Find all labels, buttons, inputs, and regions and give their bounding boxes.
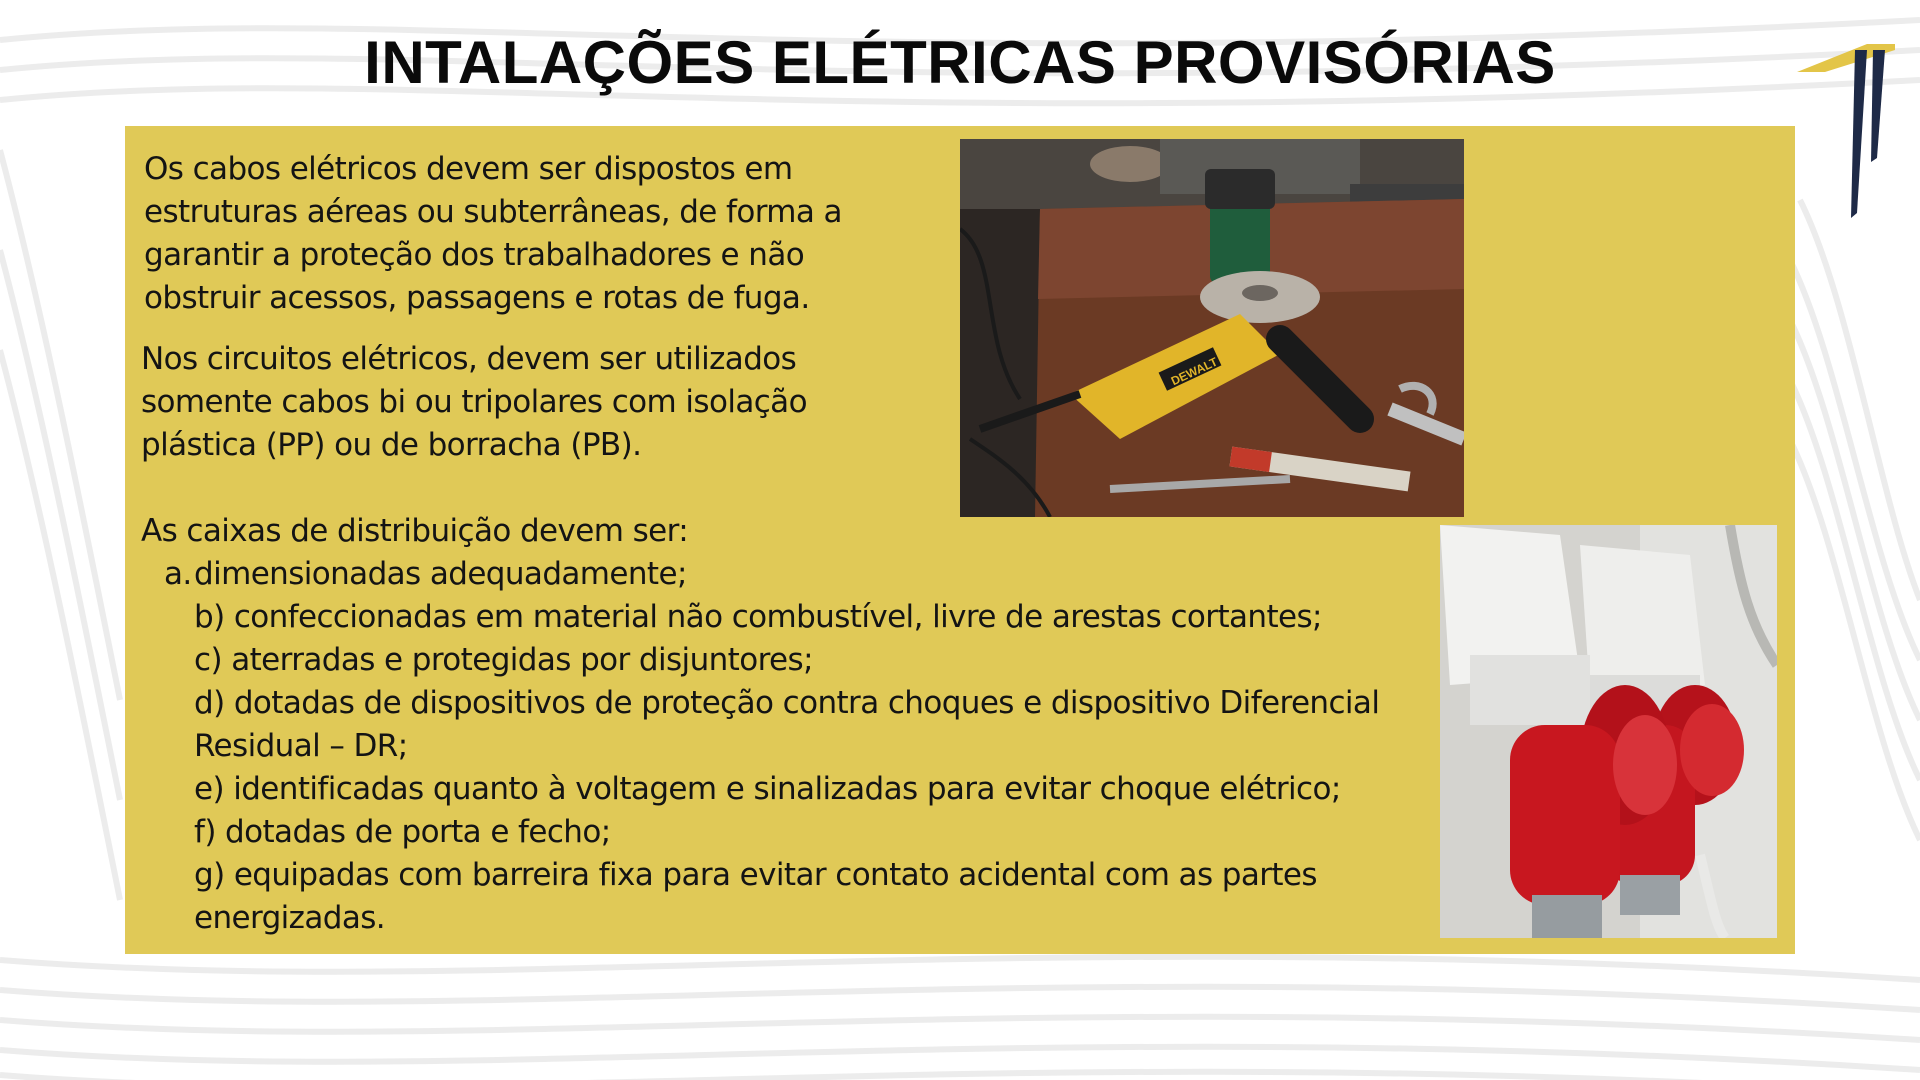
list-item-text: e) identificadas quanto à voltagem e sinalizadas para evitar choque elétrico; [194, 771, 1341, 807]
grinder-brand-label: DEWALT [1168, 354, 1220, 389]
list-marker: a. [164, 556, 192, 592]
industrial-sockets-photo [1440, 525, 1777, 938]
list-item-text: d) dotadas de dispositivos de proteção contra choques e dispositivo Diferencial [194, 685, 1380, 721]
list-item [141, 553, 1441, 596]
text-line: estruturas aéreas ou subterrâneas, de forma a [144, 194, 842, 230]
list-item [141, 897, 1441, 940]
list-item [141, 725, 1441, 768]
list-item [141, 682, 1441, 725]
list-item [141, 596, 1441, 639]
paragraph-cable-types [141, 338, 861, 467]
text-line: plástica (PP) ou de borracha (PB). [141, 427, 642, 463]
list-item [141, 768, 1441, 811]
list-item-text: energizadas. [194, 900, 386, 936]
list-item [141, 854, 1441, 897]
list-item-text: f) dotadas de porta e fecho; [194, 814, 611, 850]
text-line: obstruir acessos, passagens e rotas de fuga. [144, 280, 810, 316]
requirements-list [141, 553, 1441, 940]
page-title: INTALAÇÕES ELÉTRICAS PROVISÓRIAS [364, 29, 1556, 96]
list-item-text: Residual – DR; [194, 728, 408, 764]
text-line: garantir a proteção dos trabalhadores e não [144, 237, 805, 273]
list-item-text: dimensionadas adequadamente; [194, 556, 687, 592]
text-line: somente cabos bi ou tripolares com isolação [141, 384, 807, 420]
paragraph-distribution-boxes [141, 510, 1441, 940]
text-line: Nos circuitos elétricos, devem ser utilizados [141, 341, 797, 377]
list-item-text: g) equipadas com barreira fixa para evitar contato acidental com as partes [194, 857, 1317, 893]
paragraph-cable-arrangement [144, 148, 864, 320]
text-line: Os cabos elétricos devem ser dispostos em [144, 151, 793, 187]
brand-logo-icon [1795, 38, 1895, 228]
list-item-text: b) confeccionadas em material não combustível, livre de arestas cortantes; [194, 599, 1322, 635]
list-intro: As caixas de distribuição devem ser: [141, 513, 689, 549]
list-item-text: c) aterradas e protegidas por disjuntores; [194, 642, 813, 678]
list-item [141, 811, 1441, 854]
list-item [141, 639, 1441, 682]
angle-grinder-photo [960, 139, 1464, 517]
